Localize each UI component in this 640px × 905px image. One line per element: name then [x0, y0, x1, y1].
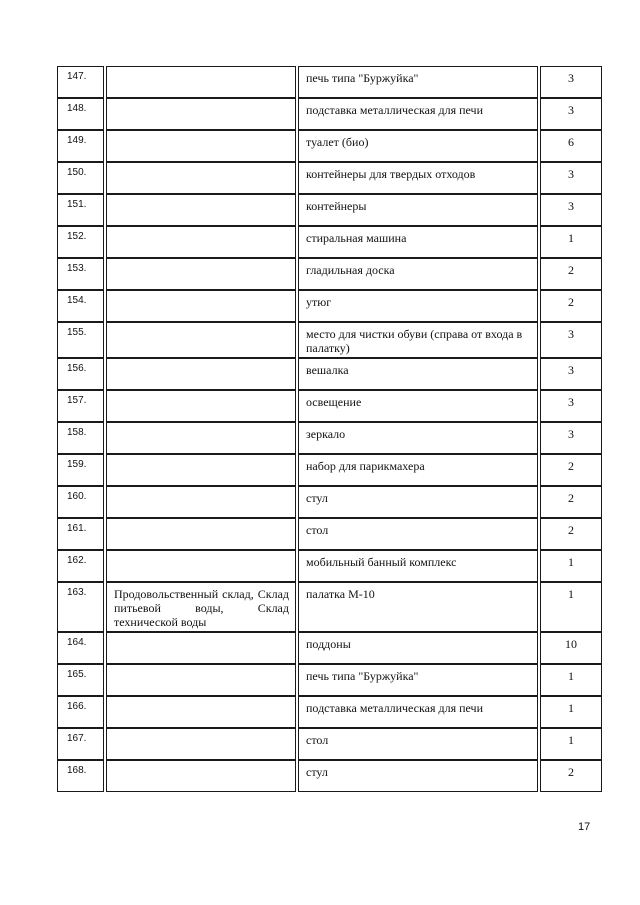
item-cell [298, 728, 538, 760]
quantity: 1 [568, 231, 574, 245]
quantity-cell [540, 358, 602, 390]
quantity-cell [540, 322, 602, 358]
object-cell [106, 322, 296, 358]
item-name: стол [306, 733, 329, 747]
object-cell [106, 98, 296, 130]
table-row [57, 582, 604, 632]
row-number-cell [57, 454, 104, 486]
table-row [57, 664, 604, 696]
table-row [57, 162, 604, 194]
quantity: 1 [568, 701, 574, 715]
page-number: 17 [578, 821, 591, 833]
object-name [107, 729, 295, 733]
table-row [57, 258, 604, 290]
table-row [57, 290, 604, 322]
object-cell [106, 226, 296, 258]
row-number-cell [57, 258, 104, 290]
row-number: 149. [67, 135, 87, 146]
quantity: 2 [568, 263, 574, 277]
quantity-cell [540, 422, 602, 454]
quantity: 1 [568, 555, 574, 569]
table-row [57, 130, 604, 162]
item-name: стиральная машина [306, 231, 407, 245]
object-name [107, 761, 295, 765]
row-number: 154. [67, 295, 87, 306]
quantity: 1 [568, 587, 574, 601]
row-number: 161. [67, 523, 87, 534]
inventory-table-body [57, 66, 604, 792]
item-name: поддоны [306, 637, 351, 651]
quantity-cell [540, 130, 602, 162]
quantity-cell [540, 582, 602, 632]
object-name [107, 665, 295, 669]
object-name [107, 551, 295, 555]
object-cell [106, 518, 296, 550]
object-name [107, 391, 295, 395]
table-row [57, 422, 604, 454]
row-number: 163. [67, 587, 87, 598]
row-number: 165. [67, 669, 87, 680]
table-row [57, 632, 604, 664]
row-number: 167. [67, 733, 87, 744]
item-cell [298, 664, 538, 696]
item-cell [298, 322, 538, 358]
row-number: 147. [67, 71, 87, 82]
object-cell [106, 66, 296, 98]
item-cell [298, 486, 538, 518]
quantity-cell [540, 632, 602, 664]
row-number: 153. [67, 263, 87, 274]
item-name: палатка М-10 [306, 587, 375, 601]
object-name [107, 67, 295, 71]
object-cell [106, 728, 296, 760]
object-name [107, 291, 295, 295]
row-number: 148. [67, 103, 87, 114]
object-cell [106, 358, 296, 390]
object-cell [106, 454, 296, 486]
row-number-cell [57, 130, 104, 162]
object-cell [106, 422, 296, 454]
row-number-cell [57, 322, 104, 358]
item-name: гладильная доска [306, 263, 395, 277]
object-name [107, 131, 295, 135]
object-cell [106, 130, 296, 162]
row-number: 160. [67, 491, 87, 502]
item-name: контейнеры [306, 199, 367, 213]
quantity: 3 [568, 71, 574, 85]
quantity: 3 [568, 395, 574, 409]
item-cell [298, 162, 538, 194]
item-name: стол [306, 523, 329, 537]
quantity: 3 [568, 103, 574, 117]
item-cell [298, 422, 538, 454]
quantity: 3 [568, 199, 574, 213]
row-number-cell [57, 358, 104, 390]
row-number-cell [57, 194, 104, 226]
object-name [107, 633, 295, 637]
item-name: стул [306, 491, 328, 505]
quantity-cell [540, 66, 602, 98]
quantity: 3 [568, 427, 574, 441]
object-cell [106, 290, 296, 322]
table-row [57, 454, 604, 486]
row-number-cell [57, 550, 104, 582]
table-row [57, 728, 604, 760]
object-name [107, 323, 295, 327]
object-name [107, 455, 295, 459]
row-number: 166. [67, 701, 87, 712]
item-cell [298, 454, 538, 486]
quantity: 2 [568, 295, 574, 309]
quantity-cell [540, 98, 602, 130]
quantity-cell [540, 728, 602, 760]
item-cell [298, 66, 538, 98]
item-cell [298, 98, 538, 130]
quantity-cell [540, 194, 602, 226]
item-name: освещение [306, 395, 362, 409]
row-number-cell [57, 728, 104, 760]
item-cell [298, 130, 538, 162]
table-row [57, 358, 604, 390]
row-number-cell [57, 226, 104, 258]
row-number: 162. [67, 555, 87, 566]
item-name: мобильный банный комплекс [306, 555, 457, 569]
object-name [107, 227, 295, 231]
quantity: 3 [568, 363, 574, 377]
row-number-cell [57, 162, 104, 194]
object-name [107, 697, 295, 701]
object-cell [106, 550, 296, 582]
item-name: подставка металлическая для печи [306, 701, 484, 715]
item-cell [298, 390, 538, 422]
item-cell [298, 760, 538, 792]
row-number-cell [57, 664, 104, 696]
quantity: 2 [568, 523, 574, 537]
row-number-cell [57, 422, 104, 454]
object-name: Продовольственный склад, Склад питьевой воды, Склад технической воды [114, 587, 289, 629]
object-cell [106, 486, 296, 518]
object-name [107, 487, 295, 491]
row-number: 150. [67, 167, 87, 178]
row-number: 156. [67, 363, 87, 374]
object-name [107, 163, 295, 167]
table-row [57, 696, 604, 728]
item-cell [298, 518, 538, 550]
table-row [57, 550, 604, 582]
inventory-table [57, 66, 604, 792]
item-cell [298, 582, 538, 632]
quantity-cell [540, 696, 602, 728]
item-name: зеркало [306, 427, 346, 441]
item-cell [298, 226, 538, 258]
row-number-cell [57, 66, 104, 98]
item-cell [298, 358, 538, 390]
row-number-cell [57, 518, 104, 550]
object-cell [106, 632, 296, 664]
quantity-cell [540, 486, 602, 518]
row-number-cell [57, 582, 104, 632]
quantity: 3 [568, 327, 574, 341]
table-row [57, 390, 604, 422]
quantity: 6 [568, 135, 574, 149]
table-row [57, 322, 604, 358]
quantity: 3 [568, 167, 574, 181]
quantity: 10 [565, 637, 577, 651]
item-cell [298, 290, 538, 322]
row-number: 157. [67, 395, 87, 406]
table-row [57, 194, 604, 226]
item-name: стул [306, 765, 328, 779]
row-number: 168. [67, 765, 87, 776]
quantity: 2 [568, 491, 574, 505]
quantity-cell [540, 664, 602, 696]
quantity: 2 [568, 765, 574, 779]
quantity-cell [540, 226, 602, 258]
row-number-cell [57, 486, 104, 518]
quantity-cell [540, 258, 602, 290]
row-number-cell [57, 632, 104, 664]
quantity-cell [540, 550, 602, 582]
quantity-cell [540, 290, 602, 322]
item-cell [298, 258, 538, 290]
quantity-cell [540, 162, 602, 194]
row-number: 164. [67, 637, 87, 648]
item-cell [298, 696, 538, 728]
table-row [57, 486, 604, 518]
row-number-cell [57, 390, 104, 422]
row-number: 158. [67, 427, 87, 438]
row-number-cell [57, 760, 104, 792]
row-number-cell [57, 98, 104, 130]
object-cell [106, 390, 296, 422]
table-row [57, 66, 604, 98]
table-row [57, 98, 604, 130]
object-name [107, 359, 295, 363]
object-cell [106, 258, 296, 290]
item-cell [298, 194, 538, 226]
item-cell [298, 550, 538, 582]
object-cell [106, 664, 296, 696]
quantity-cell [540, 454, 602, 486]
quantity-cell [540, 390, 602, 422]
row-number: 152. [67, 231, 87, 242]
item-cell [298, 632, 538, 664]
row-number-cell [57, 290, 104, 322]
item-name: набор для парикмахера [306, 459, 425, 473]
item-name: печь типа "Буржуйка" [306, 669, 419, 683]
item-name: подставка металлическая для печи [306, 103, 484, 117]
table-row [57, 518, 604, 550]
object-cell [106, 760, 296, 792]
object-cell [106, 696, 296, 728]
row-number: 155. [67, 327, 87, 338]
item-name: печь типа "Буржуйка" [306, 71, 419, 85]
quantity-cell [540, 518, 602, 550]
row-number: 159. [67, 459, 87, 470]
table-row [57, 226, 604, 258]
quantity: 2 [568, 459, 574, 473]
item-name: место для чистки обуви (справа от входа в палатку) [306, 327, 523, 355]
item-name: туалет (био) [306, 135, 369, 149]
quantity-cell [540, 760, 602, 792]
item-name: утюг [306, 295, 332, 309]
row-number: 151. [67, 199, 87, 210]
object-name [107, 423, 295, 427]
object-name [107, 195, 295, 199]
item-name: вешалка [306, 363, 349, 377]
object-cell [106, 162, 296, 194]
object-name [107, 519, 295, 523]
object-name [107, 99, 295, 103]
table-row [57, 760, 604, 792]
object-name [107, 259, 295, 263]
object-cell [106, 582, 296, 632]
object-cell [106, 194, 296, 226]
quantity: 1 [568, 669, 574, 683]
row-number-cell [57, 696, 104, 728]
quantity: 1 [568, 733, 574, 747]
item-name: контейнеры для твердых отходов [306, 167, 476, 181]
